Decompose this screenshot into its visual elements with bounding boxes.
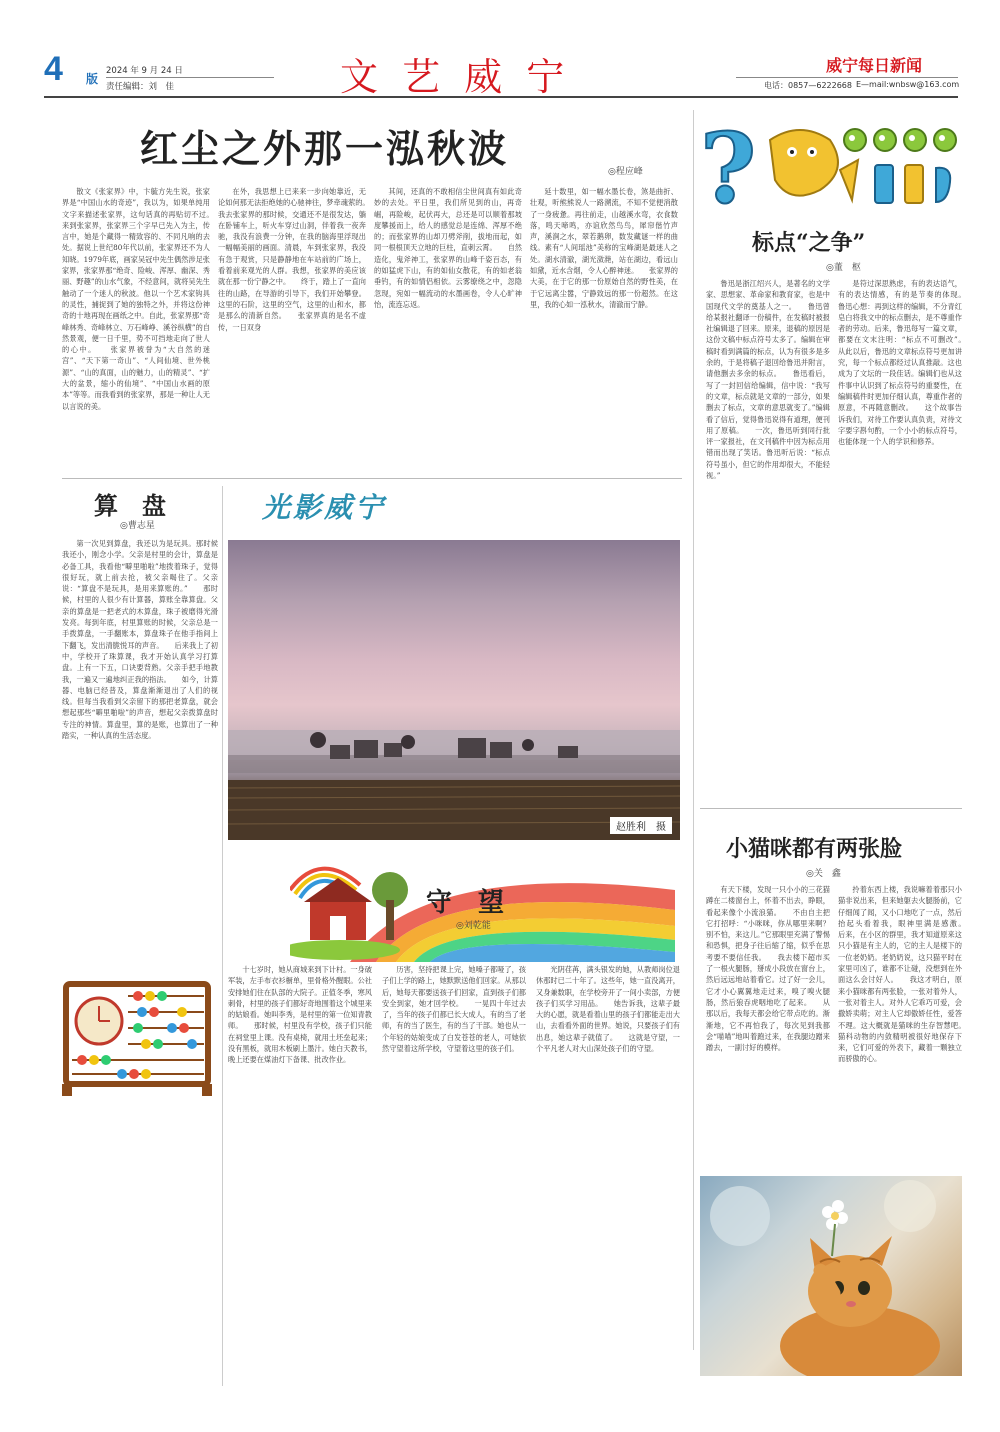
main-article-col-1: 散文《张家界》中，卞毓方先生说，张家界是“中国山水的奇迹”，我以为，如果单纯用文字来描述张家界，这句话真的再贴切不过。 来到张家界，张家界三个字早已先入为主，传言中，她是个藏得一精致容的、不同凡响的去处。据说上世纪80年代以前，张家界还不为人知晓。1979年底，画家吴冠中先生偶然涉足张家界，张家界那“绝奇、险峻、浑厚、幽深、秀丽、野趣”的山水气象，不经意间，就将吴先生触动了一个迷人的秋波。他以一个艺术家钩具的灵性，捕捉到了她的独特之外，并将这份神奇的十地再现在画纸之中。自此，张家界那“奇峰林秀、奇峰林立、万石峰峥、溪谷纵横”的自然景观，便一日千里，势不可挡地走向了世人的心中。 张家界被誉为“大自然的迷宫”、“天下第一奇山”、“人间仙境、世外桃源”、“山的真面，山的魅力，山的精灵”、“扩大的盆景，缩小的仙境”、“中国山水画的原本”等等。而我看到的张家界，那是一种让人无以言说的美。: [62, 187, 210, 411]
contact-phone: 电话：0857—6222668: [764, 81, 852, 90]
issue-date: 2024 年 9 月 24 日: [106, 66, 183, 76]
abacus-illustration: [62, 978, 212, 1098]
guard-article-col-3: 光阴荏苒，满头银发的她，从教师岗位退休那时已二十年了。这些年，她一直没离开，又身兼数职，在学校旁开了一间小卖部，方便孩子们买学习用品。 她告诉我，这辈子最大的心愿，就是看着山里的孩子们都能走出大山，去看看外面的世界。她说，只要孩子们有出息，她这辈子就值了。 这就是守望，一个平凡老人对大山深处孩子们的守望。: [536, 965, 680, 1054]
punctuation-article-title: 标点“之争”: [752, 230, 866, 256]
cat-article-col-1: 有天下楼，发现一只小小的三花猫蹲在二楼窗台上，怀着不出去，睁眼，看起来像个小流浪猫。 不由自主把它打招呼：“小咪咪，你从哪里来啊？别不怕，来这儿。”它那眼里充满了警惕和恐惧，把身子往后缩了缩，似乎在思考要不要信任我。 我去楼下超市买了一根火腿肠，掰成小段放在窗台上，然后远远地站着看它。过了好一会儿，它才小心翼翼地走过来，嗅了嗅火腿肠，然后狼吞虎咽地吃了起来。 从那以后，我每天都会给它带点吃的。渐渐地，它不再怕我了，每次见到我都会“喵喵”地叫着跑过来，在我腿边蹭来蹭去，一副讨好的模样。: [706, 885, 830, 1053]
contact-email: E—mail:wnbsw@163.com: [856, 80, 960, 89]
masthead: [0, 0, 1000, 100]
guard-article-col-1: 十七岁时，她从商城来到下计村。一身破军装，左手布衣衫橱单，里骨格外醒眼。公社安排她们住在队部的大院子。正值冬季，寒风刺骨，村里的孩子们都好奇地围着这个城里来的姑娘看。她叫李秀，是村里的第一位知青教师。 那时候，村里没有学校，孩子们只能在祠堂里上课。没有桌椅，就用土坯垒起来；没有黑板，就用木板刷上墨汁。她白天教书，晚上还要在煤油灯下备课、批改作业。: [228, 965, 372, 1065]
page-suffix: 版: [86, 72, 99, 86]
section-title: 文 艺 威 宁: [340, 55, 571, 99]
guard-article-title: 守 望: [426, 888, 505, 918]
guard-article-byline: ◎刘乾能: [456, 921, 491, 931]
cat-photo: [700, 1176, 962, 1376]
cat-article-title: 小猫咪都有两张脸: [726, 837, 903, 862]
photo-section-title: 光影威宁: [262, 491, 387, 524]
abacus-icon: [62, 978, 212, 1098]
kitten-icon: [700, 1176, 962, 1376]
editor-credit: 责任编辑：刘 佳: [106, 82, 175, 92]
main-article-col-3: 其间，还真的不敢相信尘世间真有如此奇妙的去处。平日里，我们所见到的山，再奇崛，再险峻，起伏再大，总还是可以顺着那坡度攀援而上，给人的感觉总是连绵、浑厚不绝的；而张家界的山却刀劈斧削，拔地而起，如同一根根顶天立地的巨柱，直刺云霄。 自然造化，鬼斧神工，张家界的山峰千姿百态，有的如猛虎下山，有的如仙女散花，有的如老翁垂钓，有的如情侣相依。云雾缭绕之中，忽隐忽现，宛如一幅流动的水墨画卷，令人心旷神怡，流连忘返。: [374, 187, 522, 309]
abacus-article-title: 算 盘: [94, 491, 166, 520]
punctuation-illustration: [700, 110, 970, 220]
main-article-col-4: 延十数里，如一幅水墨长卷，煞是曲折、壮观，听熊熊说人一路溯流，不知不觉便消散了一身疲惫。再往前走，山越溪水弯，衣食数落，鸣天啼鸣，亦谊欣然鸟鸟，犀帘偕竹声声，溪涧之水，翠若鹅卵，数发藏谜一样的曲线。素有“人间瑶池”美称的宝峰湖是最迷人之处。湖水清澈，湖光潋滟，站在湖边，看远山如黛，近水含烟，令人心醉神迷。 张家界的大美，在于它的那一份原始自然的野性美，在于它远离尘嚣，宁静致远的那一份超然。在这里，我的心如一泓秋水，清澈而宁静。: [530, 187, 678, 309]
punctuation-article-byline: ◎董 枢: [826, 263, 861, 273]
page-number: 4: [44, 50, 63, 88]
main-article-byline: ◎程应峰: [608, 167, 643, 177]
punctuation-article-col-2: 是符过深思熟虑，有的表达语气，有的表达情感，有的是节奏的体现。 鲁迅心想：再到这样的编辑，不分青红皂白将我文中的标点删去，是不尊重作者的劳动。后来，鲁迅每写一篇文章，都要在文末注明：“标点不可删改”。 从此以后，鲁迅的文章标点符号更加讲究，每一个标点都经过认真推敲。这也成为了文坛的一段佳话。编辑们也从这件事中认识到了标点符号的重要性，在编辑稿件时更加仔细认真，尊重作者的原意，不再随意删改。 这个故事告诉我们，对待工作要认真负责，对待文字要字斟句酌，一个小小的标点符号，也能体现一个人的学识和修养。: [838, 279, 962, 447]
abacus-article-byline: ◎曹志星: [120, 521, 155, 531]
cat-article-col-2: 拎着东西上楼，我说嘛着着那只小猫非说出来，但来她躯去火腿肠前，它仔细闻了闻，又小口地吃了一点，然后抬起头看着我，眼神里满是感激。 后来，在小区的群里，我才知道原来这只小猫是有主人的，它的主人是楼下的一位老奶奶。老奶奶说，这只猫平时在家里可凶了，谁都不让碰，没想到在外面这么会讨好人。 我这才明白，原来小猫咪都有两张脸，一张对着外人，一张对着主人。对外人它乖巧可爱，会撒娇卖萌；对主人它却傲娇任性，爱答不理。这大概就是猫咪的生存智慧吧。 猫科动物的内敛精明被很好地保存下来，它们可爱的外表下，藏着一颗独立而骄傲的心。: [838, 885, 962, 1064]
main-article-col-2: 在外，我思想上已来来一步向她靠近，无论如何那无法拒绝她的心驰神往，梦牵魂萦的。 我去张家界的那时候，交通还不是很发达，躺在卧铺车上，听火车穿过山洞，伴着我一夜奔驰，我没有浪费一分钟，在我的脑海里浮现出一幅幅美丽的画面。清晨，车到张家界，我没有急于观赏，只是静静地在车站前的广场上，看着前来观光的人群。我想，张家界的美应该就在那一份宁静之中。 终于，踏上了一直向往的山路，在导游的引导下，我们开始攀登。这里的石阶，这里的空气，这里的山和水，都是那么的清新自然。 张家界真的是名不虚传，一日双身: [218, 187, 366, 332]
guard-article-col-2: 历害，坚持把课上完，她嗓子都哑了，孩子们上学的路上，她默默送他们回家。从那以后，她每天都要送孩子们回家，直到孩子们都安全到家，她才回学校。 一晃四十年过去了，当年的孩子们都已长大成人，有的当了老师，有的当了医生，有的当了干部。她也从一个年轻的姑娘变成了白发苍苍的老人，可她依然守望着这所学校，守望着这里的孩子们。: [382, 965, 526, 1054]
landscape-photo: [228, 540, 680, 840]
main-article-title: 红尘之外那一泓秋波: [140, 126, 510, 171]
svg-text:?: ?: [700, 112, 757, 220]
question-marks-icon: [700, 110, 970, 220]
village-landscape-icon: [228, 540, 680, 840]
abacus-article-text: 第一次见到算盘，我还以为是玩具。那时候我还小，刚念小学。父亲是村里的会计，算盘是必备工具，我看他“噼里啪啦”地拨着珠子，觉得很好玩，就上前去抢，被父亲喝住了。父亲说：“算盘不是玩具，是用来算账的。” 那时候，村里的人很少有计算器，算账全靠算盘。父亲的算盘是一把老式的木算盘，珠子被磨得光滑发亮。每到年底，村里算账的时候，父亲总是一手拨算盘，一手翻账本，算盘珠子在他手指间上下翻飞，发出清脆悦耳的声音。 后来我上了初中，学校开了珠算课，我才开始认真学习打算盘。上有一下五，口诀要背熟。父亲手把手地教我，一遍又一遍地纠正我的指法。 如今，计算器、电脑已经普及，算盘渐渐退出了人们的视线。但每当我看到父亲留下的那把老算盘，就会想起那些“噼里啪啦”的声音，想起父亲拨算盘时专注的神情。算盘里，算的是账，也算出了一种踏实，一种认真的生活态度。: [62, 539, 218, 741]
photo-credit: 赵胜利 摄: [610, 817, 672, 834]
punctuation-article-col-1: 鲁迅是浙江绍兴人，是著名的文学家、思想家、革命家和教育家，也是中国现代文学的奠基人之一。 鲁迅曾给某报社翻译一份稿件，在发稿时被报社编辑退了回来。原来，退稿的原因是这份文稿中标点符号太多了。编辑在审稿时看到满篇的标点，认为有很多是多余的，于是将稿子退回给鲁迅并附言，请他删去多余的标点。 鲁迅看后，写了一封回信给编辑，信中说：“我写的文章，标点就是文章的一部分，如果删去了标点，文章的意思就变了。”编辑看了信后，觉得鲁迅说得有道理，便刊用了原稿。 一次，鲁迅听到同行批评一家报社，在文刊稿件中因为标点用错而出现了笑话。鲁迅听后说：“标点符号虽小，但它的作用却很大，不能轻视。”: [706, 279, 830, 481]
paper-name: 威宁每日新闻: [826, 56, 923, 75]
cat-article-byline: ◎关 鑫: [806, 869, 841, 879]
